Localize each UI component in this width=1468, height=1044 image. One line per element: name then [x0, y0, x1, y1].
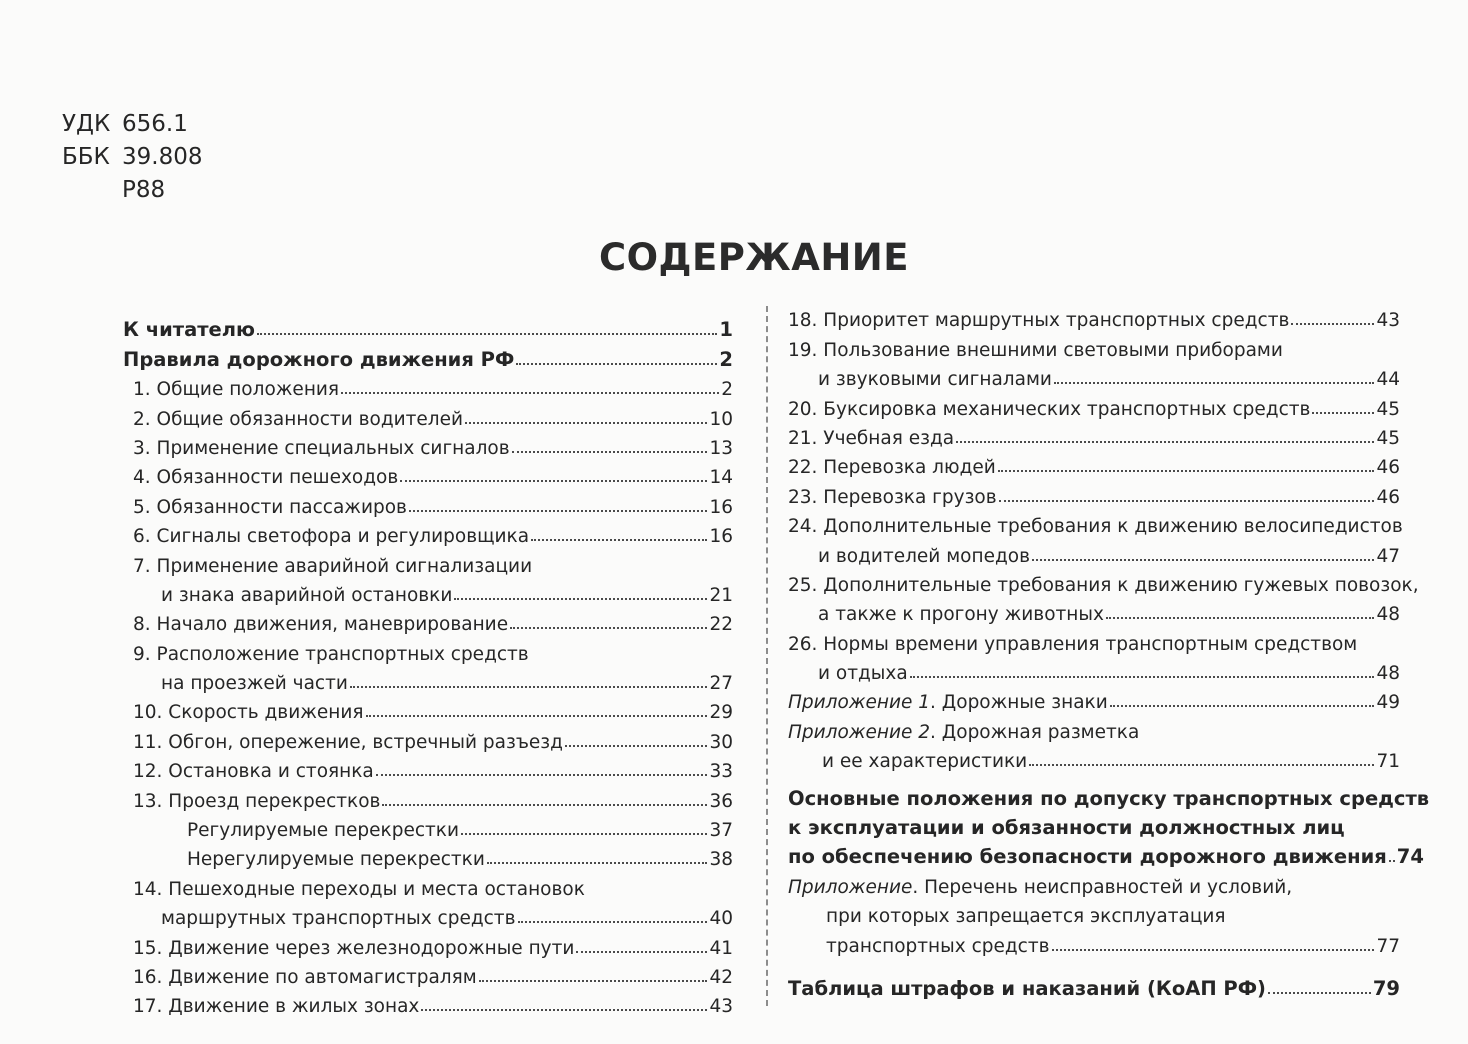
toc-entry-text [123, 318, 255, 341]
toc-entry-title: 1. Общие положения [133, 379, 340, 401]
toc-entry[interactable] [123, 929, 733, 958]
toc-entry[interactable] [788, 927, 1400, 956]
toc-entry-text [133, 732, 563, 753]
toc-entry[interactable] [123, 459, 733, 488]
toc-entry-text [788, 457, 996, 478]
dot-leader [1029, 764, 1374, 766]
toc-entry-title: 4. Обязанности пешеходов [133, 467, 399, 489]
toc-entry-title: маршрутных транспортных средств [161, 908, 516, 930]
page-number: 47 [1376, 545, 1400, 567]
toc-entry[interactable] [123, 694, 733, 723]
toc-entry-title: . Дорожные знаки [930, 692, 1108, 714]
toc-entry[interactable] [123, 870, 733, 899]
toc-entry-title: 21. Учебная езда [788, 427, 955, 449]
toc-entry-title: Правила дорожного движения РФ [123, 347, 515, 371]
toc-entry-text [133, 996, 419, 1017]
toc-entry-title: 7. Применение аварийной сигнализации [133, 555, 533, 577]
toc-entry-text [161, 908, 516, 929]
dot-leader [518, 921, 708, 923]
toc-entry-title: и ее характеристики [822, 751, 1028, 773]
toc-entry[interactable] [123, 635, 733, 664]
page-number: 2 [719, 347, 733, 371]
toc-entry-title: Таблица штрафов и наказаний (КоАП РФ) [788, 976, 1266, 1000]
toc-entry-text [161, 585, 452, 606]
toc-entry-text [826, 906, 1226, 927]
toc-entry[interactable] [788, 743, 1400, 772]
toc-entry-text [133, 497, 407, 518]
toc-entry-text [826, 936, 1050, 957]
toc-entry-text [123, 348, 514, 371]
toc-entry[interactable] [788, 713, 1400, 742]
toc-entry-title: 15. Движение через железнодорожные пути [133, 937, 575, 959]
dot-leader [409, 510, 708, 512]
toc-entry[interactable] [123, 753, 733, 782]
dot-leader [376, 774, 708, 776]
toc-entry-title: а также к прогону животных [818, 604, 1104, 626]
toc-entry[interactable] [788, 684, 1400, 713]
toc-entry-title: и водителей мопедов [818, 545, 1030, 567]
page-number: 46 [1376, 486, 1400, 508]
page-number: 13 [709, 437, 733, 459]
toc-entry-title: 13. Проезд перекрестков [133, 790, 381, 812]
bbk-row [62, 141, 202, 174]
toc-entry[interactable] [788, 596, 1400, 625]
dot-leader [487, 862, 708, 864]
page-number: 45 [1376, 398, 1400, 420]
toc-entry-text [788, 310, 1289, 331]
toc-entry-title: и отдыха [818, 663, 908, 685]
page-number: 77 [1376, 935, 1400, 957]
page-number: 36 [709, 790, 733, 812]
toc-entry-text [788, 692, 1108, 713]
toc-entry-text [133, 879, 585, 900]
page-number: 40 [709, 908, 733, 930]
toc-entry-title: 19. Пользование внешними световыми приборами [788, 339, 1283, 361]
toc-entry-text [133, 702, 364, 723]
toc-entry-title: 6. Сигналы светофора и регулировщика [133, 526, 530, 548]
dot-leader [341, 392, 719, 394]
toc-entry-title: 8. Начало движения, маневрирование [133, 614, 509, 636]
toc-entry[interactable] [123, 400, 733, 429]
toc-entry[interactable] [788, 508, 1403, 538]
dot-leader [479, 980, 708, 982]
toc-entry-title: и знака аварийной остановки [161, 584, 453, 606]
toc-entry[interactable] [788, 839, 1424, 869]
toc-entry[interactable] [788, 302, 1400, 331]
toc-entry-title: . Перечень неисправностей и условий, [912, 876, 1293, 898]
entry-gap [788, 772, 1400, 780]
toc-entry-title: Нерегулируемые перекрестки [187, 849, 485, 871]
toc-entry-text [133, 614, 508, 635]
dot-leader [421, 1009, 707, 1011]
toc-entry-text [818, 369, 1052, 390]
page-number: 21 [709, 584, 733, 606]
toc-entry-text [822, 751, 1027, 772]
dot-leader [1106, 617, 1375, 619]
toc-entry[interactable] [788, 898, 1400, 927]
code-value: 656.1 [122, 111, 188, 137]
toc-entry-text [788, 722, 1139, 743]
toc-entry[interactable] [123, 518, 733, 547]
toc-entry[interactable] [788, 868, 1400, 897]
dot-leader [531, 539, 707, 541]
toc-entry-title: по обеспечению безопасности дорожного движения [788, 845, 1387, 869]
page-number: 16 [709, 496, 733, 518]
toc-entry[interactable] [123, 488, 733, 517]
toc-entry-text [133, 379, 339, 400]
toc-entry-title: Основные положения по допуску транспортных средств [788, 786, 1430, 810]
page-number: 44 [1376, 369, 1400, 391]
column-divider [766, 306, 768, 1006]
toc-entry[interactable] [788, 810, 1400, 839]
toc-entry-text [788, 399, 1310, 420]
toc-entry-text [133, 791, 380, 812]
dot-leader [1054, 382, 1375, 384]
toc-entry-title: при которых запрещается эксплуатация [826, 906, 1226, 928]
toc-entry-title: транспортных средств [826, 935, 1050, 957]
toc-entry-text [788, 575, 1419, 596]
toc-entry-text [187, 849, 485, 870]
dot-leader [465, 422, 707, 424]
toc-entry[interactable] [788, 478, 1400, 507]
dot-leader [516, 363, 717, 365]
udk-row [62, 108, 202, 141]
page-number: 79 [1372, 976, 1400, 1000]
toc-entry[interactable] [788, 361, 1400, 390]
dot-leader [999, 500, 1375, 502]
page-number: 14 [709, 467, 733, 489]
dot-leader [1312, 412, 1374, 414]
page-number: 27 [709, 673, 733, 695]
dot-leader [998, 470, 1375, 472]
toc-entry-text [788, 340, 1283, 361]
toc-entry-text [133, 409, 463, 430]
toc-entry[interactable] [788, 390, 1400, 419]
dot-leader [910, 676, 1375, 678]
toc-entry[interactable] [788, 449, 1400, 478]
toc-entry-title: 11. Обгон, опережение, встречный разъезд [133, 731, 563, 753]
page-number: 71 [1376, 751, 1400, 773]
appendix-label: Приложение [788, 876, 913, 898]
toc-entry-text [788, 634, 1357, 655]
page-number: 10 [709, 408, 733, 430]
page-number: 48 [1376, 663, 1400, 685]
toc-entry-title: К читателю [123, 318, 256, 342]
page-number: 16 [709, 526, 733, 548]
toc-entry[interactable] [788, 780, 1430, 810]
toc-entry[interactable] [788, 625, 1400, 654]
toc-entry-text [133, 526, 529, 547]
toc-entry-text [133, 467, 398, 488]
toc-right-column [788, 302, 1430, 1000]
toc-entry-title: Регулируемые перекрестки [187, 820, 459, 842]
toc-entry-title: . Дорожная разметка [930, 721, 1140, 743]
page-number: 48 [1376, 604, 1400, 626]
toc-entry[interactable] [788, 655, 1400, 684]
toc-entry-title: 14. Пешеходные переходы и места остановок [133, 878, 585, 900]
toc-entry[interactable] [123, 430, 733, 459]
toc-entry-title: 16. Движение по автомагистралям [133, 966, 477, 988]
dot-leader [1032, 559, 1374, 561]
toc-entry-title: 23. Перевозка грузов [788, 486, 997, 508]
code-value: 39.808 [122, 144, 203, 170]
page-number: 41 [709, 937, 733, 959]
toc-entry[interactable] [123, 547, 733, 576]
toc-entry[interactable] [788, 331, 1400, 360]
dot-leader [400, 480, 707, 482]
page-title: СОДЕРЖАНИЕ [598, 236, 910, 279]
code-label: УДК [62, 111, 111, 137]
toc-entry[interactable] [123, 312, 733, 341]
dot-leader [956, 441, 1374, 443]
dot-leader [366, 715, 708, 717]
toc-entry-title: 3. Применение специальных сигналов [133, 437, 510, 459]
dot-leader [1389, 860, 1395, 862]
toc-entry-title: 10. Скорость движения [133, 702, 364, 724]
toc-entry-text [788, 516, 1403, 537]
toc-entry[interactable] [123, 988, 733, 1017]
page-number: 29 [709, 702, 733, 724]
toc-entry-text [818, 663, 908, 684]
toc-entry-title: и звуковыми сигналами [818, 369, 1052, 391]
toc-entry[interactable] [788, 420, 1400, 449]
code-label: ББК [62, 144, 110, 170]
page-number: 45 [1376, 427, 1400, 449]
toc-entry-text [788, 877, 1292, 898]
toc-entry[interactable] [788, 537, 1400, 566]
toc-entry-title: 17. Движение в жилых зонах [133, 996, 420, 1018]
toc-entry-text [133, 938, 574, 959]
toc-entry[interactable] [123, 782, 733, 811]
page-number: 37 [709, 820, 733, 842]
classification-codes [62, 108, 202, 207]
toc-entry-text [788, 787, 1429, 810]
page-number: 49 [1376, 692, 1400, 714]
toc-entry-text [133, 438, 510, 459]
toc-entry-title: 20. Буксировка механических транспортных средств [788, 398, 1311, 420]
page-number: 1 [719, 318, 733, 342]
dot-leader [565, 745, 708, 747]
toc-entry-text [133, 644, 529, 665]
toc-entry-title: 25. Дополнительные требования к движению гужевых повозок, [788, 574, 1419, 596]
toc-entry-title: на проезжей части [161, 673, 348, 695]
toc-entry-text [187, 820, 459, 841]
appendix-label: Приложение 1 [788, 692, 931, 714]
toc-entry-text [788, 428, 954, 449]
toc-entry-text [133, 967, 477, 988]
dot-leader [1291, 323, 1374, 325]
page-number: 43 [1376, 310, 1400, 332]
dot-leader [461, 833, 707, 835]
toc-entry[interactable] [123, 812, 733, 841]
code-label [62, 174, 122, 207]
page-number: 38 [709, 849, 733, 871]
toc-entry[interactable] [123, 371, 733, 400]
toc-entry[interactable] [788, 567, 1419, 596]
toc-entry-title: 26. Нормы времени управления транспортным средством [788, 633, 1358, 655]
dot-leader [512, 451, 708, 453]
page-number: 42 [709, 966, 733, 988]
toc-entry[interactable] [123, 900, 733, 929]
dot-leader [454, 598, 707, 600]
page-number: 30 [709, 731, 733, 753]
toc-entry-text [161, 673, 348, 694]
code-value: Р88 [122, 177, 166, 203]
toc-entry[interactable] [123, 577, 733, 606]
toc-entry-title: к эксплуатации и обязанности должностных лиц [788, 816, 1345, 840]
page-number: 22 [709, 614, 733, 636]
page-number: 2 [721, 379, 733, 401]
dot-leader [1110, 705, 1375, 707]
toc-entry[interactable] [123, 723, 733, 752]
toc-entry-title: 24. Дополнительные требования к движению велосипедистов [788, 516, 1403, 538]
toc-entry-text [133, 761, 374, 782]
toc-entry-text [133, 556, 532, 577]
toc-entry-title: 5. Обязанности пассажиров [133, 496, 407, 518]
dot-leader [510, 627, 707, 629]
toc-entry[interactable] [788, 971, 1400, 1000]
dot-leader [350, 686, 708, 688]
dot-leader [257, 333, 717, 335]
dot-leader [382, 804, 707, 806]
toc-entry[interactable] [123, 841, 733, 870]
dot-leader [576, 951, 707, 953]
page-number: 74 [1396, 845, 1424, 869]
toc-entry-title: 18. Приоритет маршрутных транспортных средств [788, 310, 1290, 332]
toc-entry-text [788, 977, 1266, 1000]
toc-entry-text [788, 487, 997, 508]
toc-entry-text [788, 845, 1387, 868]
toc-entry-title: 9. Расположение транспортных средств [133, 643, 529, 665]
toc-entry-text [818, 546, 1030, 567]
entry-gap [788, 957, 1400, 971]
toc-entry-title: 2. Общие обязанности водителей [133, 408, 464, 430]
author-mark-row [62, 174, 202, 207]
dot-leader [1052, 949, 1375, 951]
page-number: 43 [709, 996, 733, 1018]
page-number: 46 [1376, 457, 1400, 479]
toc-entry[interactable] [123, 606, 733, 635]
toc-entry-text [818, 604, 1104, 625]
toc-entry[interactable] [123, 959, 733, 988]
toc-entry[interactable] [123, 665, 733, 694]
appendix-label: Приложение 2 [788, 721, 931, 743]
page-number: 33 [709, 761, 733, 783]
toc-entry[interactable] [123, 341, 733, 370]
dot-leader [1268, 992, 1371, 994]
toc-left-column [123, 312, 733, 1017]
toc-entry-title: 22. Перевозка людей [788, 457, 996, 479]
toc-entry-title: 12. Остановка и стоянка [133, 761, 374, 783]
toc-entry-text [788, 816, 1345, 839]
